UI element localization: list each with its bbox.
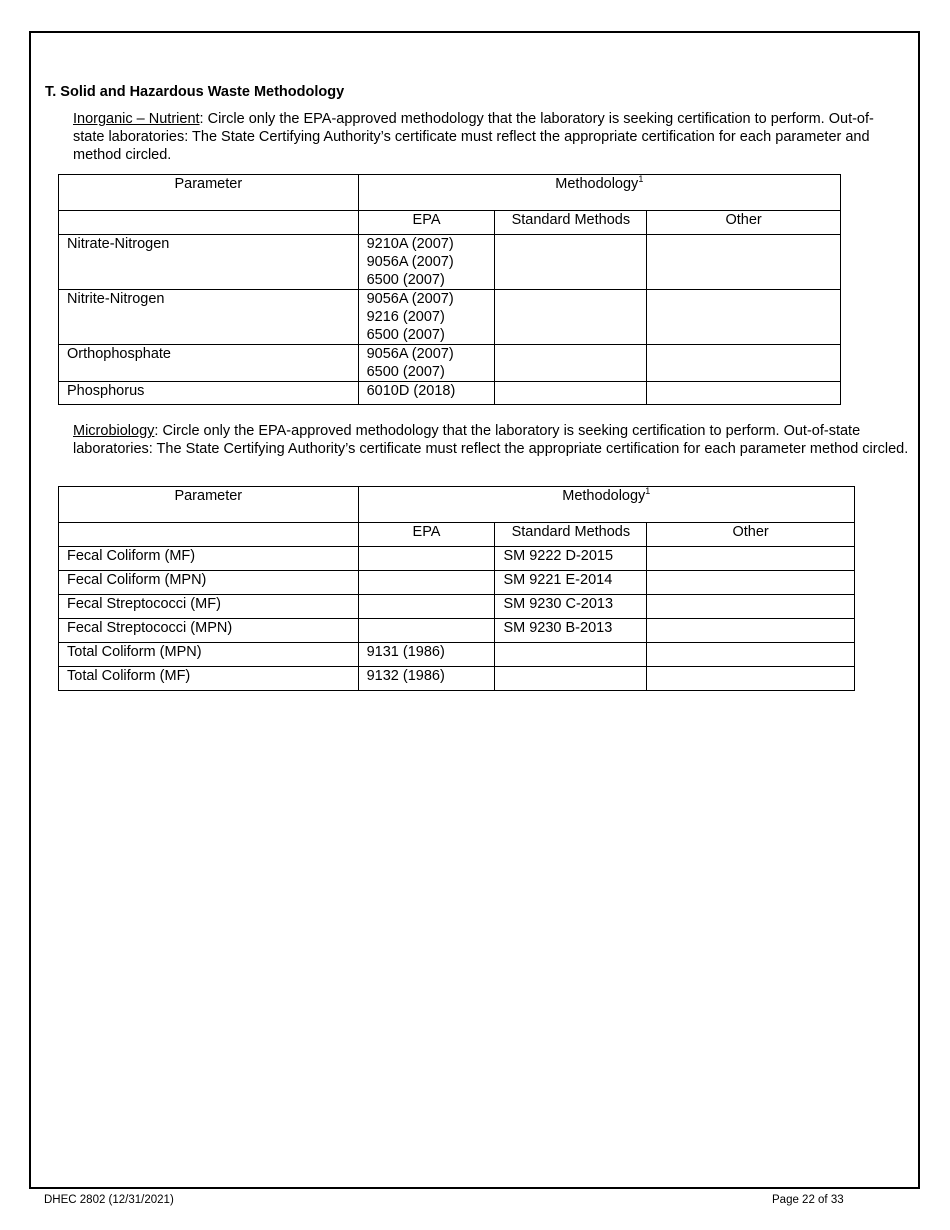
table-header-row bbox=[59, 487, 855, 523]
table-subheader-row bbox=[59, 523, 855, 547]
epa-method[interactable]: 6010D (2018) bbox=[366, 383, 456, 399]
microbiology-instructions: : Circle only the EPA-approved methodology that the laboratory is seeking certification to perform. Out-of-state laboratories: The State Certifying Authority’s certificate must reflect the appropriate certification for each parameter method circled. bbox=[73, 423, 909, 457]
epa-method[interactable]: 6500 (2007) bbox=[366, 364, 445, 380]
epa-method[interactable]: 6500 (2007) bbox=[366, 327, 445, 343]
other-cell bbox=[647, 290, 841, 345]
epa-cell[interactable] bbox=[358, 595, 495, 619]
table-row bbox=[59, 345, 841, 382]
table-row bbox=[59, 382, 841, 405]
table-row bbox=[59, 595, 855, 619]
subheader-blank bbox=[59, 211, 359, 235]
epa-cell[interactable] bbox=[358, 571, 495, 595]
other-cell bbox=[647, 595, 855, 619]
parameter-cell: Phosphorus bbox=[59, 382, 359, 405]
header-epa: EPA bbox=[358, 211, 495, 235]
header-other: Other bbox=[647, 523, 855, 547]
header-parameter: Parameter bbox=[59, 175, 359, 211]
standard-methods-cell bbox=[495, 345, 647, 382]
epa-method[interactable]: 6500 (2007) bbox=[366, 272, 445, 288]
epa-cell bbox=[358, 345, 495, 382]
table-row bbox=[59, 235, 841, 290]
parameter-cell: Nitrite-Nitrogen bbox=[59, 290, 359, 345]
standard-methods-cell[interactable] bbox=[495, 643, 647, 667]
epa-cell[interactable] bbox=[358, 547, 495, 571]
other-cell bbox=[647, 547, 855, 571]
other-cell bbox=[647, 643, 855, 667]
standard-methods-cell[interactable] bbox=[495, 667, 647, 691]
page-number: Page 22 of 33 bbox=[772, 1194, 844, 1206]
other-cell bbox=[647, 571, 855, 595]
form-number: DHEC 2802 (12/31/2021) bbox=[44, 1194, 174, 1206]
epa-cell bbox=[358, 235, 495, 290]
table-row bbox=[59, 290, 841, 345]
header-parameter: Parameter bbox=[59, 487, 359, 523]
microbiology-table bbox=[58, 486, 855, 691]
inorganic-nutrient-table bbox=[58, 174, 841, 405]
epa-method[interactable]: 9056A (2007) bbox=[366, 254, 454, 270]
header-standard-methods: Standard Methods bbox=[495, 211, 647, 235]
epa-cell[interactable] bbox=[358, 619, 495, 643]
parameter-cell: Orthophosphate bbox=[59, 345, 359, 382]
table-subheader-row bbox=[59, 211, 841, 235]
standard-methods-cell[interactable]: SM 9230 B-2013 bbox=[495, 619, 647, 643]
parameter-cell: Fecal Coliform (MPN) bbox=[59, 571, 359, 595]
inorganic-label: Inorganic – Nutrient bbox=[73, 111, 200, 127]
epa-method[interactable]: 9056A (2007) bbox=[366, 291, 454, 307]
epa-cell bbox=[358, 290, 495, 345]
table-header-row bbox=[59, 175, 841, 211]
parameter-cell: Fecal Streptococci (MF) bbox=[59, 595, 359, 619]
parameter-cell: Fecal Coliform (MF) bbox=[59, 547, 359, 571]
parameter-cell: Total Coliform (MPN) bbox=[59, 643, 359, 667]
parameter-cell: Nitrate-Nitrogen bbox=[59, 235, 359, 290]
standard-methods-cell[interactable]: SM 9230 C-2013 bbox=[495, 595, 647, 619]
header-other: Other bbox=[647, 211, 841, 235]
subheader-blank bbox=[59, 523, 359, 547]
header-methodology: Methodology$^1$ bbox=[358, 175, 840, 211]
header-standard-methods: Standard Methods bbox=[495, 523, 647, 547]
other-cell bbox=[647, 345, 841, 382]
epa-cell bbox=[358, 382, 495, 405]
other-cell bbox=[647, 382, 841, 405]
epa-method[interactable]: 9216 (2007) bbox=[366, 309, 445, 325]
header-epa: EPA bbox=[358, 523, 495, 547]
microbiology-intro bbox=[73, 422, 913, 458]
epa-cell[interactable]: 9131 (1986) bbox=[358, 643, 495, 667]
other-cell bbox=[647, 619, 855, 643]
standard-methods-cell[interactable]: SM 9222 D-2015 bbox=[495, 547, 647, 571]
epa-method[interactable]: 9056A (2007) bbox=[366, 346, 454, 362]
standard-methods-cell bbox=[495, 235, 647, 290]
other-cell bbox=[647, 667, 855, 691]
table-row bbox=[59, 571, 855, 595]
microbiology-label: Microbiology bbox=[73, 423, 155, 439]
inorganic-intro bbox=[73, 110, 903, 164]
parameter-cell: Fecal Streptococci (MPN) bbox=[59, 619, 359, 643]
table-row bbox=[59, 667, 855, 691]
table-row bbox=[59, 547, 855, 571]
section-title: T. Solid and Hazardous Waste Methodology bbox=[45, 84, 345, 100]
epa-method[interactable]: 9210A (2007) bbox=[366, 236, 454, 252]
standard-methods-cell bbox=[495, 290, 647, 345]
other-cell bbox=[647, 235, 841, 290]
header-methodology: Methodology$^1$ bbox=[358, 487, 854, 523]
epa-cell[interactable]: 9132 (1986) bbox=[358, 667, 495, 691]
table-row bbox=[59, 619, 855, 643]
standard-methods-cell[interactable]: SM 9221 E-2014 bbox=[495, 571, 647, 595]
parameter-cell: Total Coliform (MF) bbox=[59, 667, 359, 691]
standard-methods-cell bbox=[495, 382, 647, 405]
table-row bbox=[59, 643, 855, 667]
inorganic-instructions: : Circle only the EPA-approved methodology that the laboratory is seeking certification to perform. Out-of-state laboratories: The State Certifying Authority’s certificate must reflect the appropriate certification for each parameter and method circled. bbox=[73, 111, 874, 163]
